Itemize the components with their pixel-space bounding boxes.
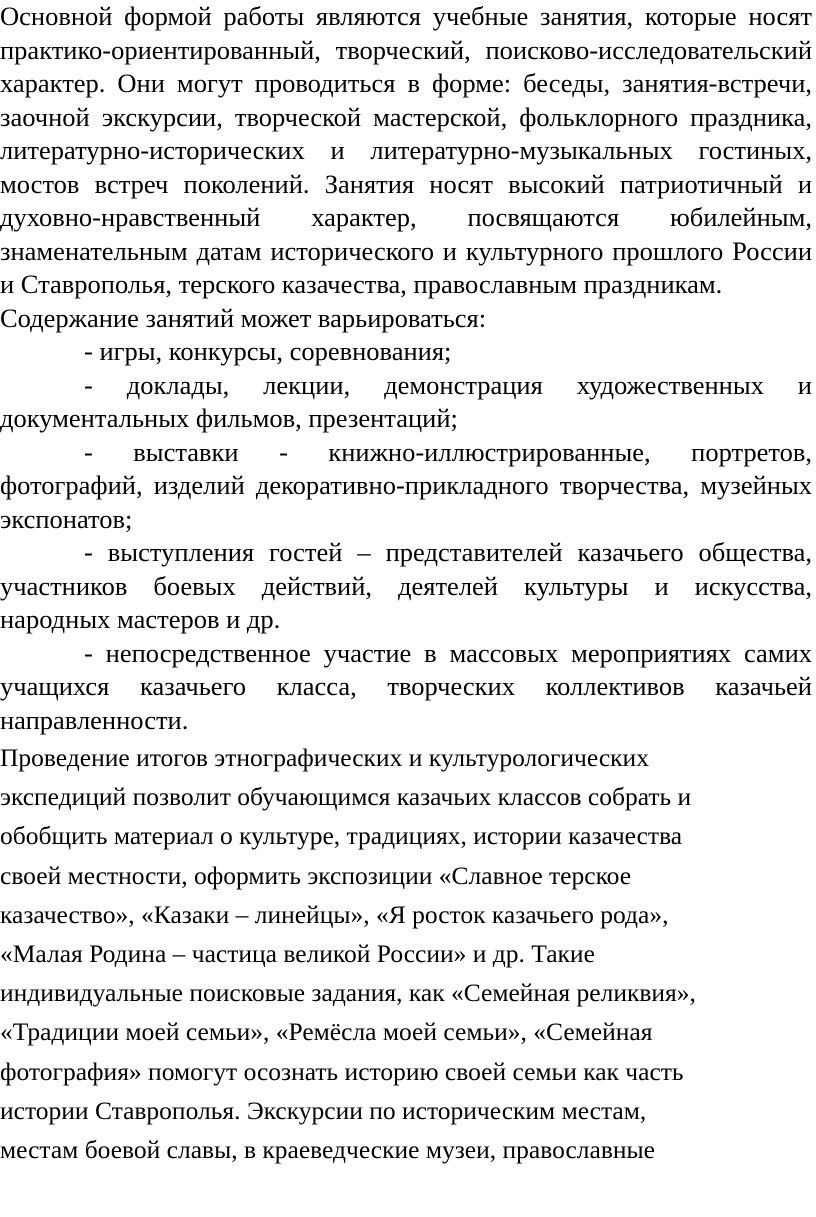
text-line: «Малая Родина – частица великой России» и др. Такие — [0, 939, 595, 969]
text-line: обобщить материал о культуре, традициях, истории казачества — [0, 821, 683, 851]
list-item: - выступления гостей – представителей казачьего общества, участников боевых действий, деятелей культуры и искусства, народных мастеров и др. — [0, 537, 812, 634]
final-paragraph — [0, 738, 812, 1169]
text-line: «Традиции моей семьи», «Ремёсла моей семьи», «Семейная — [0, 1017, 653, 1047]
text-line: экспедиций позволит обучающимся казачьих классов собрать и — [0, 782, 692, 812]
text-line: казачество», «Казаки – линейцы», «Я росток казачьего рода», — [0, 899, 669, 929]
text-line: истории Ставрополья. Экскурсии по историческим местам, — [0, 1095, 647, 1125]
intro-paragraph: Основной формой работы являются учебные занятия, которые носят практико-ориентированный, творческий, поисково-исследовательский характер. Они могут проводиться в форме: беседы, занятия-встречи, заочной экскурсии, творческой мастерской, фольклорного праздника, литературно-исторических и литературно-музыкальных гостиных, мостов встреч поколений. Занятия носят высокий патриотичный и духовно-нравственный характер, посвящаются юбилейным, знаменательным датам исторического и культурного прошлого России и Ставрополья, терского казачества, православным праздникам. — [0, 1, 812, 299]
list-item: - игры, конкурсы, соревнования; — [84, 336, 452, 366]
text-line: Проведение итогов этнографических и культурологических — [0, 743, 649, 772]
content-intro-paragraph: Содержание занятий может варьироваться: — [0, 302, 487, 333]
text-line: индивидуальные поисковые задания, как «Семейная реликвия», — [0, 978, 696, 1008]
text-line: своей местности, оформить экспозиции «Славное терское — [0, 860, 632, 890]
list-item: - доклады, лекции, демонстрация художественных и документальных фильмов, презентаций; — [0, 369, 812, 433]
text-line: местам боевой славы, в краеведческие музеи, православные — [0, 1135, 655, 1165]
list-item: - непосредственное участие в массовых мероприятиях самих учащихся казачьего класса, творческих коллективов казачьей направленности. — [0, 637, 812, 735]
text-line: фотография» помогут осознать историю своей семьи как часть — [0, 1056, 684, 1086]
list-item: - выставки - книжно-иллюстрированные, портретов, фотографий, изделий декоративно-прикладного творчества, музейных экспонатов; — [0, 436, 812, 534]
